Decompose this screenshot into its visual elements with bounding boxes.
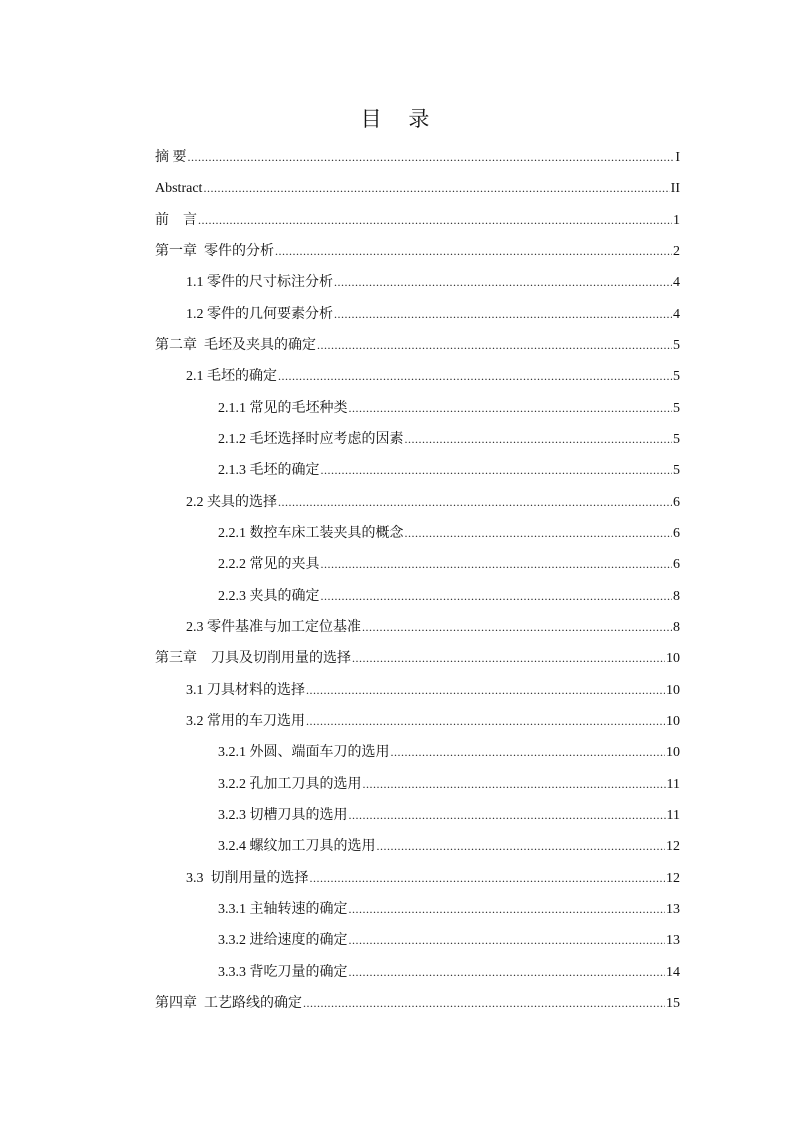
- toc-entry-page: 5: [673, 337, 680, 353]
- dot-leader: [306, 678, 665, 702]
- toc-entry-label: 1.2 零件的几何要素分析: [186, 306, 333, 322]
- toc-entry-page: 6: [673, 494, 680, 510]
- toc-entry[interactable]: [155, 709, 680, 740]
- dot-leader: [349, 897, 666, 921]
- toc-entry-page: 5: [673, 400, 680, 416]
- dot-leader: [363, 772, 666, 796]
- dot-leader: [203, 176, 669, 200]
- toc-entry[interactable]: [155, 302, 680, 333]
- toc-entry[interactable]: [155, 552, 680, 583]
- dot-leader: [349, 960, 666, 984]
- toc-entry-page: 6: [673, 557, 680, 573]
- toc-entry[interactable]: [155, 866, 680, 897]
- toc-entry[interactable]: [155, 897, 680, 928]
- toc-entry[interactable]: [155, 270, 680, 301]
- dot-leader: [278, 490, 672, 514]
- toc-entry-label: Abstract: [155, 181, 203, 197]
- toc-entry-label: 2.2 夹具的选择: [186, 494, 277, 510]
- toc-entry[interactable]: [155, 928, 680, 959]
- toc-entry-page: 4: [673, 306, 680, 322]
- toc-entry-label: 第四章 工艺路线的确定: [155, 995, 302, 1011]
- toc-entry-label: 2.3 零件基准与加工定位基准: [186, 619, 361, 635]
- toc-entry-page: 15: [666, 995, 680, 1011]
- toc-entry-page: 11: [666, 776, 680, 792]
- toc-entry-page: 6: [673, 525, 680, 541]
- toc-entry-page: I: [675, 150, 680, 165]
- toc-entry-label: 3.3.3 背吃刀量的确定: [218, 964, 348, 980]
- toc-entry[interactable]: [155, 803, 680, 834]
- toc-entry-page: 12: [666, 870, 680, 886]
- toc-entry-page: 5: [673, 431, 680, 447]
- toc-entry[interactable]: [155, 145, 680, 176]
- dot-leader: [352, 646, 665, 670]
- dot-leader: [303, 991, 665, 1015]
- toc-entry-label: 1.1 零件的尺寸标注分析: [186, 275, 333, 291]
- toc-entry-page: 13: [666, 933, 680, 949]
- toc-entry-page: 10: [666, 745, 680, 761]
- toc-entry-label: 2.2.1 数控车床工装夹具的概念: [218, 525, 404, 541]
- toc-entry-label: 3.2.3 切槽刀具的选用: [218, 807, 348, 823]
- toc-entry[interactable]: [155, 740, 680, 771]
- toc-entry-label: 3.2.4 螺纹加工刀具的选用: [218, 839, 376, 855]
- toc-entry-label: 3.2.2 孔加工刀具的选用: [218, 776, 362, 792]
- dot-leader: [321, 584, 673, 608]
- toc-entry[interactable]: [155, 458, 680, 489]
- toc-entry[interactable]: [155, 772, 680, 803]
- dot-leader: [334, 302, 672, 326]
- toc-entry-page: 1: [673, 212, 680, 228]
- toc-entry[interactable]: [155, 396, 680, 427]
- toc-entry[interactable]: [155, 521, 680, 552]
- dot-leader: [405, 521, 673, 545]
- toc-entry-label: 2.2.3 夹具的确定: [218, 588, 320, 604]
- table-of-contents: [155, 145, 680, 1022]
- toc-entry-page: 13: [666, 901, 680, 917]
- toc-entry-label: 2.2.2 常见的夹具: [218, 557, 320, 573]
- toc-entry-label: 第二章 毛坯及夹具的确定: [155, 337, 316, 353]
- toc-entry[interactable]: [155, 678, 680, 709]
- dot-leader: [278, 364, 672, 388]
- toc-entry-label: 3.3.2 进给速度的确定: [218, 933, 348, 949]
- toc-entry[interactable]: [155, 490, 680, 521]
- toc-entry-page: 10: [666, 682, 680, 698]
- toc-entry-label: 3.1 刀具材料的选择: [186, 682, 305, 698]
- dot-leader: [317, 333, 672, 357]
- toc-entry-page: 5: [673, 463, 680, 479]
- toc-entry-label: 第一章 零件的分析: [155, 243, 274, 259]
- toc-entry[interactable]: [155, 176, 680, 207]
- dot-leader: [310, 866, 666, 890]
- toc-entry[interactable]: [155, 333, 680, 364]
- toc-entry-page: 12: [666, 839, 680, 855]
- toc-entry-page: 2: [673, 243, 680, 259]
- toc-entry-label: 3.2.1 外圆、端面车刀的选用: [218, 745, 390, 761]
- toc-entry[interactable]: [155, 615, 680, 646]
- dot-leader: [377, 834, 666, 858]
- toc-entry[interactable]: [155, 239, 680, 270]
- dot-leader: [321, 458, 673, 482]
- toc-entry[interactable]: [155, 427, 680, 458]
- dot-leader: [349, 928, 666, 952]
- dot-leader: [349, 396, 673, 420]
- toc-entry[interactable]: [155, 208, 680, 239]
- toc-entry-page: 4: [673, 275, 680, 291]
- toc-entry[interactable]: [155, 834, 680, 865]
- toc-entry-page: 5: [673, 369, 680, 385]
- toc-entry-page: 8: [673, 619, 680, 635]
- dot-leader: [391, 740, 666, 764]
- toc-entry-page: 10: [666, 713, 680, 729]
- dot-leader: [349, 803, 666, 827]
- toc-entry-label: 2.1.3 毛坯的确定: [218, 463, 320, 479]
- dot-leader: [334, 270, 672, 294]
- toc-entry-label: 2.1.2 毛坯选择时应考虑的因素: [218, 431, 404, 447]
- toc-entry[interactable]: [155, 960, 680, 991]
- dot-leader: [198, 208, 672, 232]
- toc-entry[interactable]: [155, 364, 680, 395]
- toc-entry[interactable]: [155, 991, 680, 1022]
- toc-entry-page: 10: [666, 651, 680, 667]
- dot-leader: [306, 709, 665, 733]
- toc-entry-label: 3.3 切削用量的选择: [186, 870, 309, 886]
- toc-entry-label: 2.1.1 常见的毛坯种类: [218, 400, 348, 416]
- dot-leader: [321, 552, 673, 576]
- toc-entry[interactable]: [155, 646, 680, 677]
- dot-leader: [405, 427, 673, 451]
- toc-entry[interactable]: [155, 584, 680, 615]
- toc-entry-label: 第三章 刀具及切削用量的选择: [155, 651, 351, 667]
- toc-entry-page: 8: [673, 588, 680, 604]
- dot-leader: [188, 145, 675, 169]
- page-title: 目 录: [360, 107, 440, 131]
- toc-entry-label: 2.1 毛坯的确定: [186, 369, 277, 385]
- toc-entry-label: 前 言: [155, 212, 197, 228]
- dot-leader: [362, 615, 672, 639]
- toc-entry-page: 14: [666, 964, 680, 980]
- toc-entry-page: II: [670, 181, 680, 197]
- toc-entry-label: 摘 要: [155, 150, 187, 165]
- dot-leader: [275, 239, 672, 263]
- toc-entry-label: 3.3.1 主轴转速的确定: [218, 901, 348, 917]
- toc-entry-page: 11: [666, 807, 680, 823]
- toc-entry-label: 3.2 常用的车刀选用: [186, 713, 305, 729]
